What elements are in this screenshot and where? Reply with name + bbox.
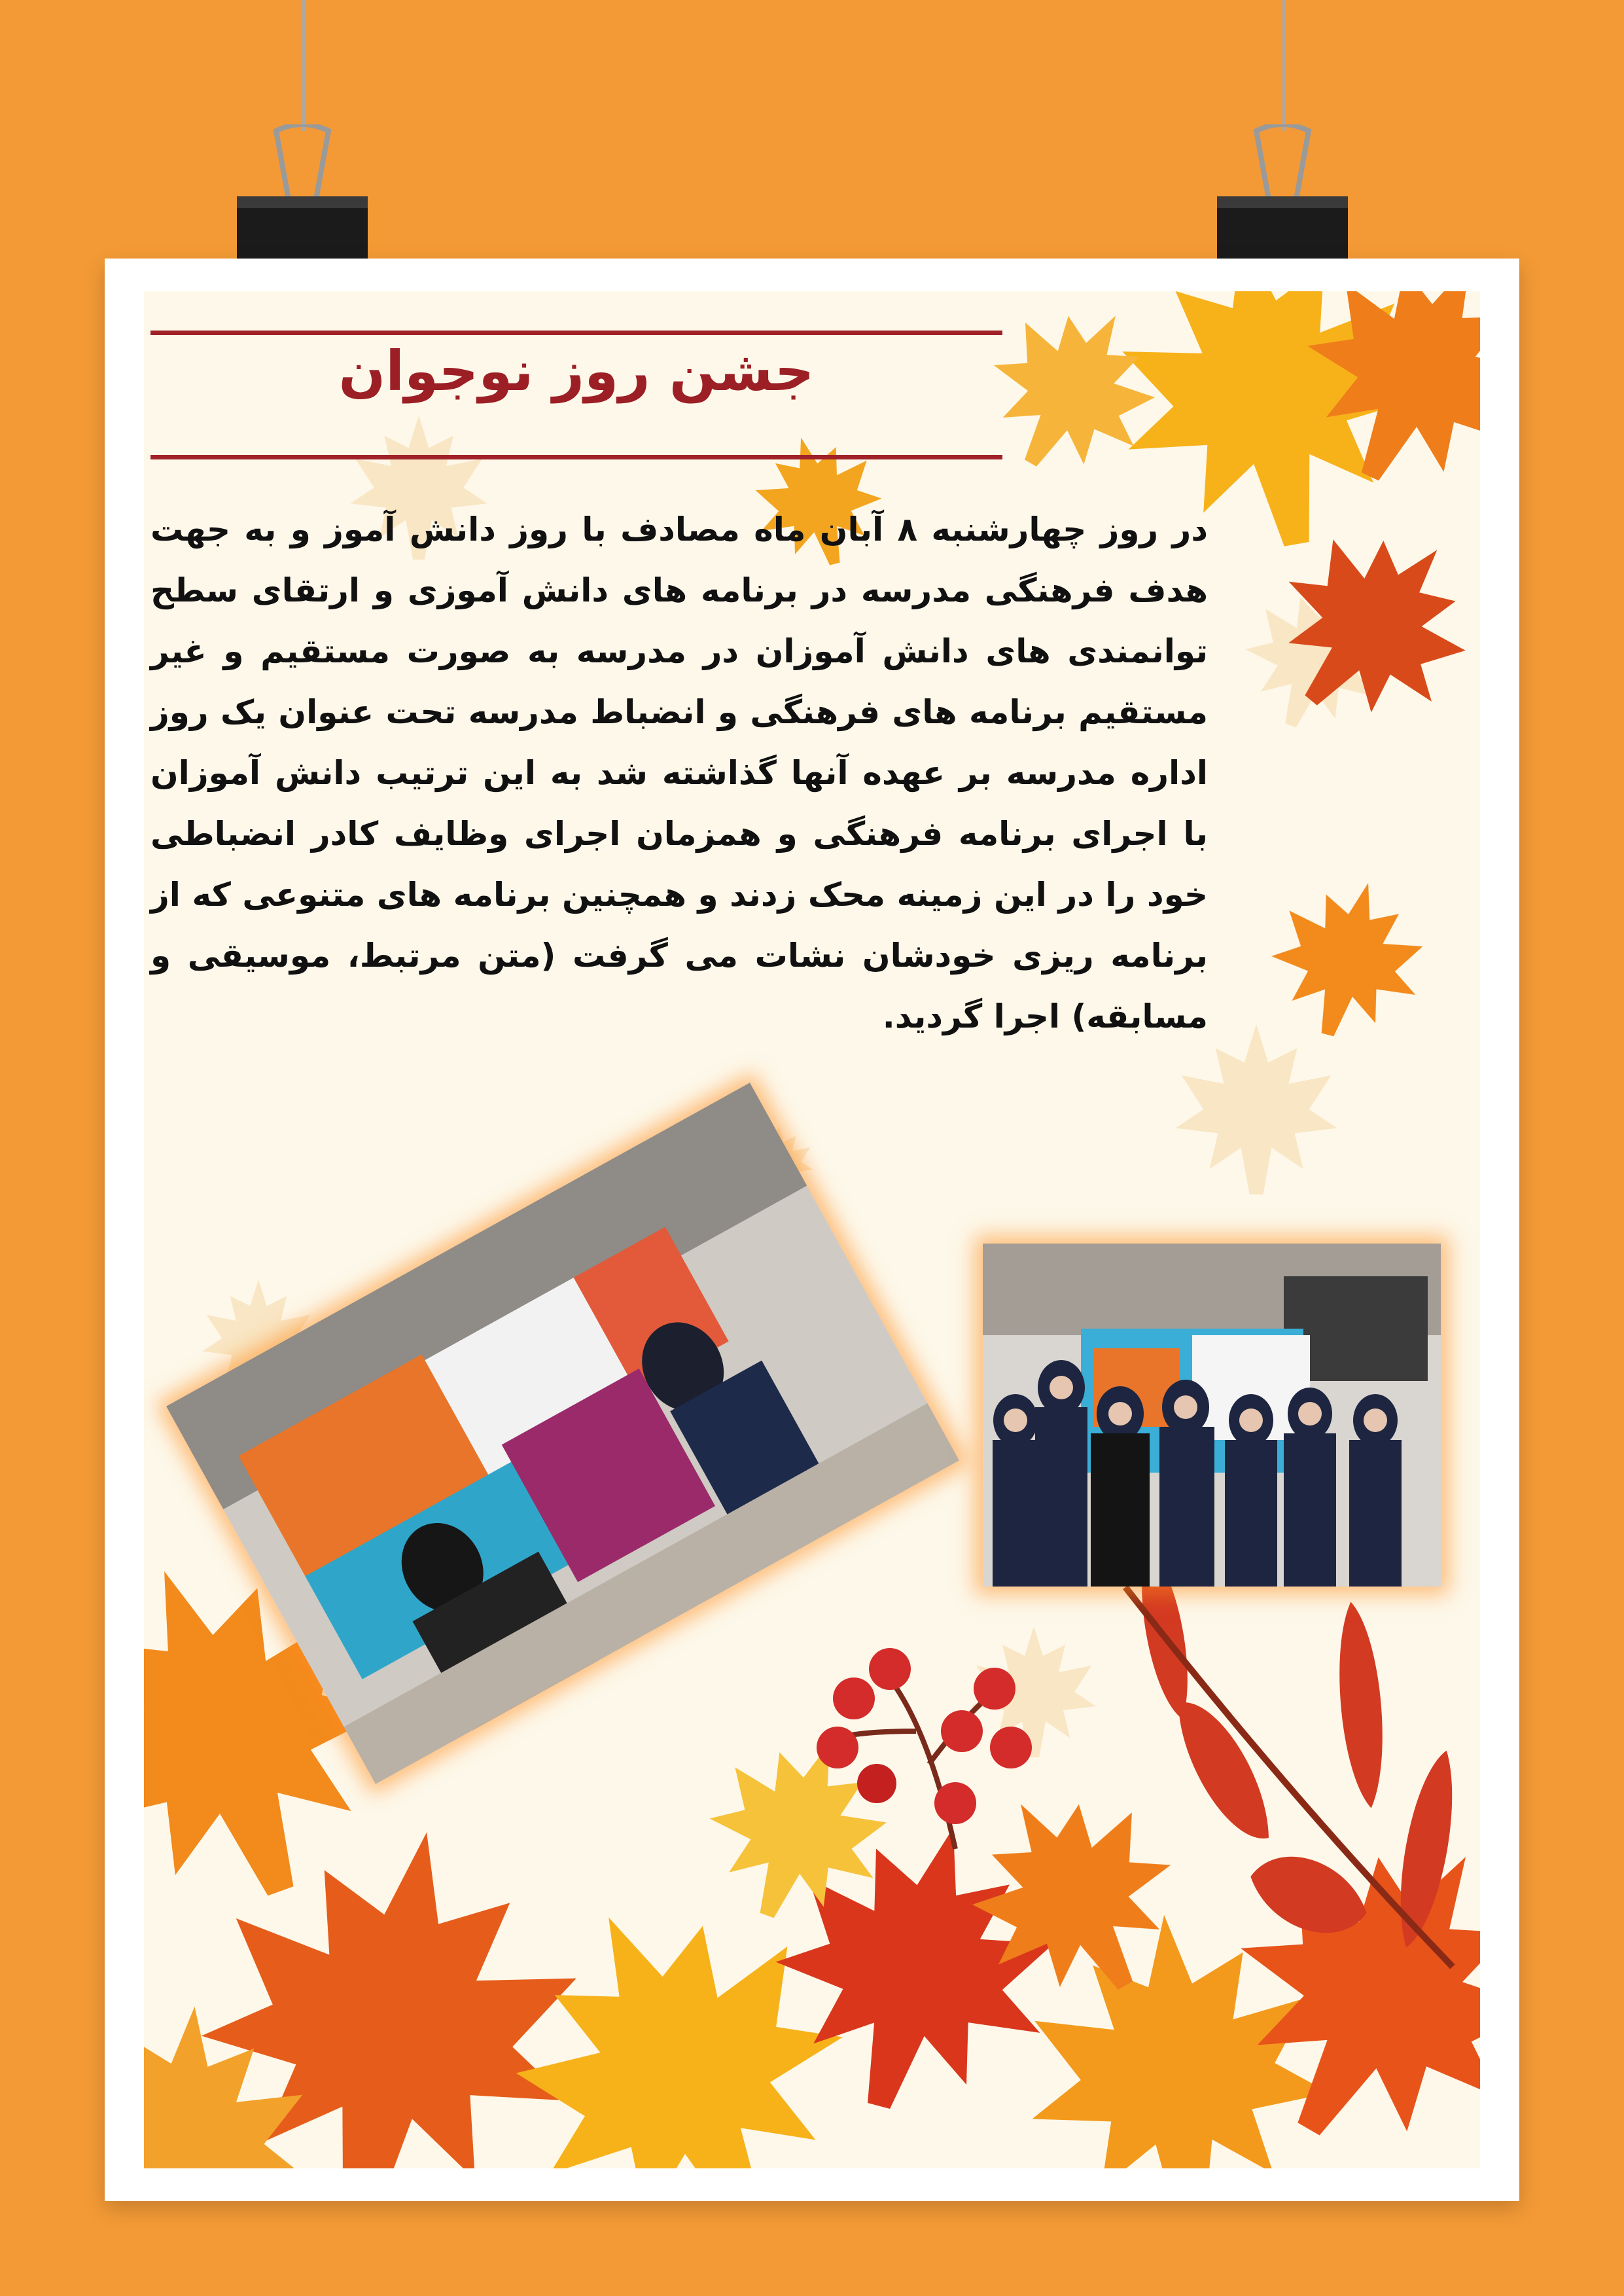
page-title: جشن روز نوجوان xyxy=(338,339,815,403)
poster-content xyxy=(144,291,1480,2168)
photo-right xyxy=(983,1244,1441,1587)
title-rule-bottom xyxy=(150,455,1002,459)
hanging-string-right xyxy=(1282,0,1286,131)
photo-students-group-icon xyxy=(983,1244,1441,1587)
binder-clip-left-icon xyxy=(237,124,368,268)
hanging-string-left xyxy=(302,0,306,131)
body-paragraph: در روز چهارشنبه ۸ آبان ماه مصادف با روز دانش آموز و به جهت هدف فرهنگی مدرسه در برنامه های دانش آموزی و ارتقای سطح توانمندی های دانش آموزان در مدرسه به صورت مستقیم و غیر مستقیم برنامه های فرهنگی و انضباط مدرسه تحت عنوان یک روز اداره مدرسه بر عهده آنها گذاشته شد به این ترتیب دانش آموزان با اجرای برنامه فرهنگی و همزمان اجرای وظایف کادر انضباطی خود را در این زمینه محک زدند و همچنین برنامه های متنوعی که از برنامه ریزی خودشان نشات می گرفت (متن مرتبط، موسیقی و مسابقه) اجرا گردید. xyxy=(150,511,1208,1035)
binder-clip-right-icon xyxy=(1217,124,1348,268)
poster-sheet xyxy=(105,259,1519,2201)
